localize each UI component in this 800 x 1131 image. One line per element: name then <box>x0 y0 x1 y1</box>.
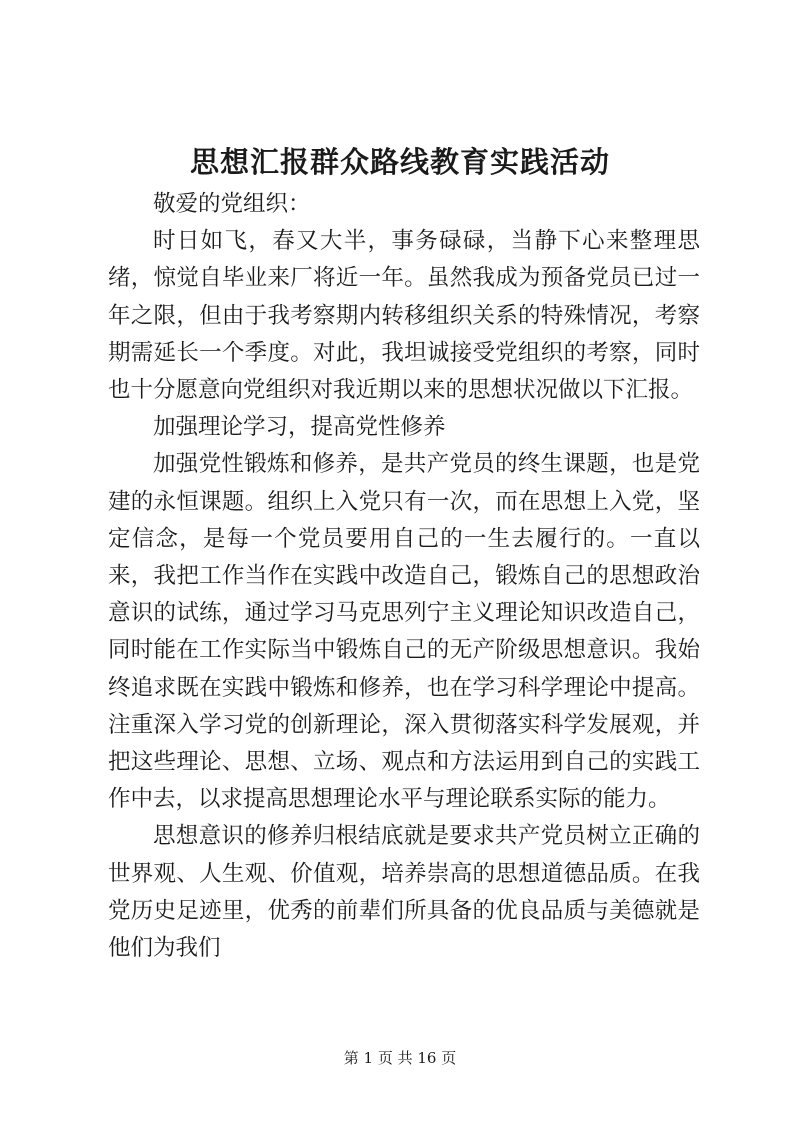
document-body <box>108 186 700 967</box>
paragraph: 思想意识的修养归根结底就是要求共产党员树立正确的世界观、人生观、价值观，培养崇高的思想道德品质。在我党历史足迹里，优秀的前辈们所具备的优良品质与美德就是他们为我们 <box>108 823 700 962</box>
paragraph: 时日如飞，春又大半，事务碌碌，当静下心来整理思绪，惊觉自毕业来厂将近一年。虽然我成为预备党员已过一年之限，但由于我考察期内转移组织关系的特殊情况，考察期需延长一个季度。对此，我坦诚接受党组织的考察，同时也十分愿意向党组织对我近期以来的思想状况做以下汇报。 <box>108 228 700 404</box>
document-title: 思想汇报群众路线教育实践活动 <box>189 145 610 179</box>
section-heading: 加强理论学习，提高党性修养 <box>153 414 446 441</box>
page-number-footer: 第 1 页 共 16 页 <box>343 1049 457 1067</box>
salutation: 敬爱的党组织： <box>153 191 311 217</box>
paragraph: 加强党性锻炼和修养，是共产党员的终生课题，也是党建的永恒课题。组织上入党只有一次，而在思想上入党，坚定信念，是每一个党员要用自己的一生去履行的。一直以来，我把工作当作在实践中改造自己，锻炼自己的思想政治意识的试练，通过学习马克思列宁主义理论知识改造自己，同时能在工作实际当中锻炼自己的无产阶级思想意识。我始终追求既在实践中锻炼和修养，也在学习科学理论中提高。注重深入学习党的创新理论，深入贯彻落实科学发展观，并把这些理论、思想、立场、观点和方法运用到自己的实践工作中去，以求提高思想理论水平与理论联系实际的能力。 <box>108 451 700 813</box>
